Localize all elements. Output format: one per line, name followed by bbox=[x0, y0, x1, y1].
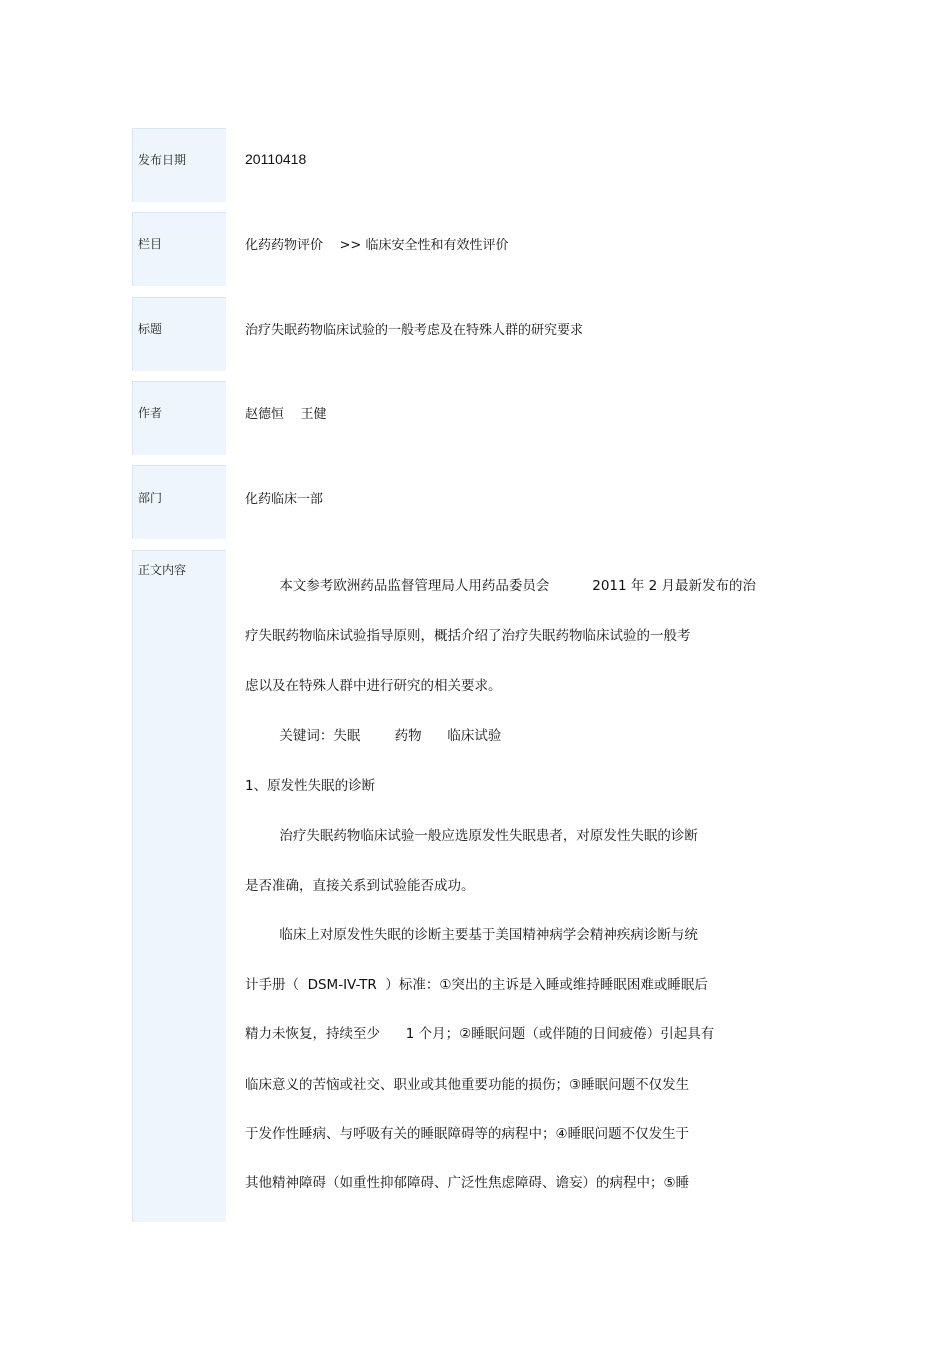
title-value: 治疗失眠药物临床试验的一般考虑及在特殊人群的研究要求 bbox=[245, 323, 584, 338]
body-line: 治疗失眠药物临床试验一般应选原发性失眠患者，对原发性失眠的诊断 bbox=[245, 828, 698, 844]
date-label: 发布日期 bbox=[138, 153, 187, 167]
column-label: 栏目 bbox=[138, 237, 163, 251]
section-heading: 1、原发性失眠的诊断 bbox=[245, 778, 376, 794]
body-line: 计手册（ DSM-IV-TR ）标准：①突出的主诉是入睡或维持睡眠困难或睡眠后 bbox=[245, 977, 708, 993]
body-line: 是否准确，直接关系到试验能否成功。 bbox=[245, 878, 475, 894]
content-label-cell bbox=[132, 550, 226, 1222]
body-line: 其他精神障碍（如重性抑郁障碍、广泛性焦虑障碍、谵妄）的病程中；⑤睡 bbox=[245, 1175, 690, 1191]
body-line: 虑以及在特殊人群中进行研究的相关要求。 bbox=[245, 678, 502, 694]
date-value: 20110418 bbox=[245, 151, 307, 167]
author-value: 赵德恒 王健 bbox=[245, 407, 327, 422]
body-line: 精力未恢复，持续至少 1 个月；②睡眠问题（或伴随的日间疲倦）引起具有 bbox=[245, 1026, 715, 1042]
body-line: 于发作性睡病、与呼吸有关的睡眠障碍等的病程中；④睡眠问题不仅发生于 bbox=[245, 1126, 690, 1142]
author-label: 作者 bbox=[138, 406, 163, 420]
title-label: 标题 bbox=[138, 322, 163, 336]
dept-value: 化药临床一部 bbox=[245, 492, 324, 507]
body-line: 本文参考欧洲药品监督管理局人用药品委员会 2011 年 2 月最新发布的治 bbox=[245, 578, 757, 594]
column-value: 化药药物评价 >> 临床安全性和有效性评价 bbox=[245, 238, 509, 253]
body-line: 临床上对原发性失眠的诊断主要基于美国精神病学会精神疾病诊断与统 bbox=[245, 927, 698, 943]
body-line: 关键词：失眠 药物 临床试验 bbox=[245, 728, 502, 744]
content-label: 正文内容 bbox=[138, 563, 187, 577]
body-line: 临床意义的苦恼或社交、职业或其他重要功能的损伤；③睡眠问题不仅发生 bbox=[245, 1077, 690, 1093]
dept-label: 部门 bbox=[138, 491, 163, 505]
body-line: 疗失眠药物临床试验指导原则，概括介绍了治疗失眠药物临床试验的一般考 bbox=[245, 628, 691, 644]
